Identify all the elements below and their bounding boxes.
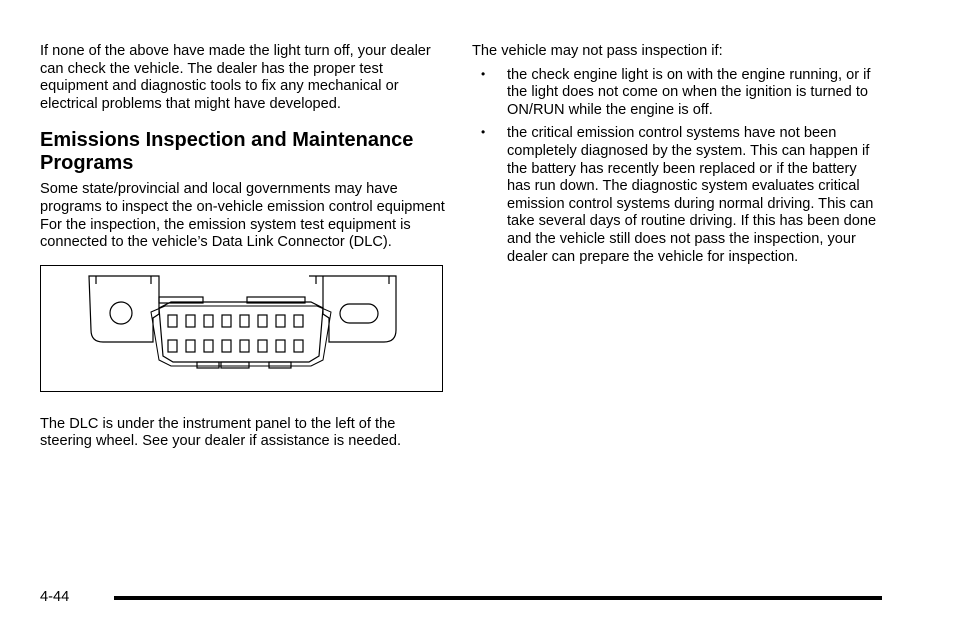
left-column <box>40 43 448 451</box>
list-item-text: the check engine light is on with the engine running, or if the light does not come on when the ignition is turned to ON/RUN while the engine is off. <box>507 66 871 118</box>
page-number: 4-44 <box>40 589 70 605</box>
inspection-fail-list <box>472 67 882 267</box>
obd-dlc-connector-icon <box>41 266 444 393</box>
section-heading: Emissions Inspection and Maintenance Programs <box>40 129 414 175</box>
bullet-icon: • <box>481 66 486 81</box>
list-item <box>472 67 882 120</box>
list-item-text: the critical emission control systems have not been completely diagnosed by the system. This can happen if the battery has recently been replaced or if the battery has run down. The diagnostic system evaluates critical emission control systems during normal driving. This can take several days of routine driving. If this has been done and the vehicle still does not pass the inspection, your dealer can prepare the vehicle for inspection. <box>507 125 877 265</box>
inspection-intro: The vehicle may not pass inspection if: <box>472 43 723 59</box>
dlc-location-paragraph: The DLC is under the instrument panel to the left of the steering wheel. See your dealer if assistance is needed. <box>40 415 402 450</box>
dlc-figure <box>40 265 443 392</box>
right-column <box>472 43 882 272</box>
footer-rule <box>114 596 882 600</box>
intro-paragraph: If none of the above have made the light turn off, your dealer can check the vehicle. The dealer has the proper test equipment and diagnostic tools to fix any mechanical or electrical problems that might have developed. <box>40 43 431 112</box>
emissions-paragraph: Some state/provincial and local governments may have programs to inspect the on-vehicle emission control equipment For the inspection, the emission system test equipment is connected to the vehicle’s Data Link Connector (DLC). <box>40 181 445 251</box>
bullet-icon: • <box>481 125 486 140</box>
list-item <box>472 125 882 266</box>
